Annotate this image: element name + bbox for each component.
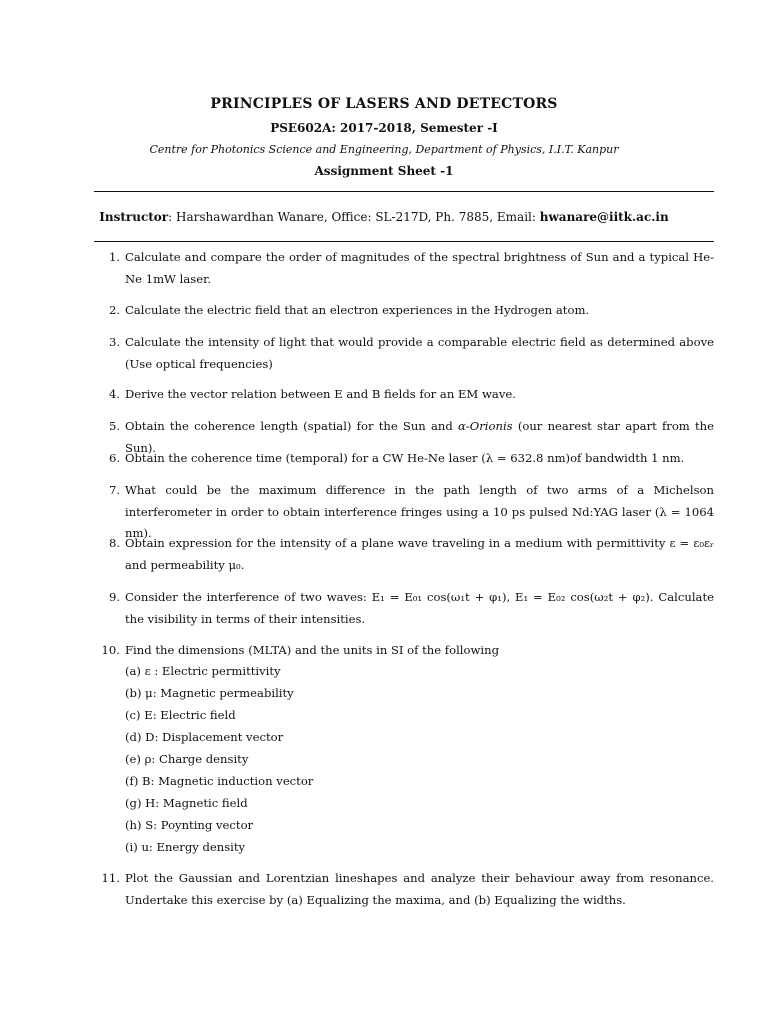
bottom-divider <box>94 241 714 242</box>
subitem-energy-density: (i) u: Energy density <box>125 840 246 854</box>
question-number: 2. <box>108 303 120 317</box>
subitem-magnetic-field: (g) H: Magnetic field <box>125 796 248 810</box>
question-text: Find the dimensions (MLTA) and the units in SI of the following <box>125 643 499 657</box>
subitem-magnetic-induction: (f) B: Magnetic induction vector <box>125 774 314 788</box>
question-text: Derive the vector relation between E and B fields for an EM wave. <box>125 387 516 401</box>
assignment-sheet-label: Assignment Sheet -1 <box>314 164 454 178</box>
question-text-part: (our nearest star apart from the Sun). <box>125 419 714 455</box>
question-number: 8. <box>108 536 120 550</box>
question-text-part: Obtain the coherence length (spatial) for the Sun and <box>125 419 459 433</box>
document-title: PRINCIPLES OF LASERS AND DETECTORS <box>210 96 558 112</box>
question-text: Calculate and compare the order of magnitudes of the spectral brightness of Sun and a typical He-Ne 1mW laser. <box>125 250 714 286</box>
question-number: 4. <box>108 387 120 401</box>
question-number: 3. <box>108 335 120 349</box>
question-number: 5. <box>108 419 120 433</box>
question-text: Obtain the coherence time (temporal) for a CW He-Ne laser (λ = 632.8 nm)of bandwidth 1 nm. <box>125 451 685 465</box>
instructor-email: hwanare@iitk.ac.in <box>539 210 669 224</box>
subitem-displacement: (d) D: Displacement vector <box>125 730 284 744</box>
question-text: Consider the interference of two waves: E₁ = E₀₁ cos(ω₁t + φ₁), E₁ = E₀₂ cos(ω₂t + φ₂). Calculate the visibility in terms of their intensities. <box>125 590 714 626</box>
department-line: Centre for Photonics Science and Engineering, Department of Physics, I.I.T. Kanpur <box>149 143 619 156</box>
question-number: 11. <box>101 871 120 885</box>
question-number: 7. <box>108 483 120 497</box>
question-text: Obtain expression for the intensity of a plane wave traveling in a medium with permittivity ε = ε₀εᵣ and permeability μ₀. <box>125 536 714 572</box>
instructor-line <box>0 210 768 224</box>
subitem-poynting: (h) S: Poynting vector <box>125 818 254 832</box>
subitem-permeability: (b) μ: Magnetic permeability <box>125 686 294 700</box>
question-number: 6. <box>108 451 120 465</box>
question-text: Calculate the intensity of light that would provide a comparable electric field as determined above (Use optical frequencies) <box>125 335 714 371</box>
question-number: 10. <box>101 643 120 657</box>
course-code: PSE602A: 2017-2018, Semester -I <box>270 121 498 135</box>
top-divider <box>94 191 714 192</box>
question-number: 9. <box>108 590 120 604</box>
question-number: 1. <box>108 250 120 264</box>
question-text: Calculate the electric field that an electron experiences in the Hydrogen atom. <box>125 303 590 317</box>
subitem-electric-field: (c) E: Electric field <box>125 708 236 722</box>
subitem-charge-density: (e) ρ: Charge density <box>125 752 249 766</box>
star-name: α-Orionis <box>458 419 513 433</box>
instructor-details: : Harshawardhan Wanare, Office: SL-217D, Ph. 7885, Email: <box>168 210 540 224</box>
question-text: What could be the maximum difference in the path length of two arms of a Michelson interferometer in order to obtain interference fringes using a 10 ps pulsed Nd:YAG laser (λ = 1064 nm). <box>125 483 714 540</box>
subitem-permittivity: (a) ε : Electric permittivity <box>125 664 281 678</box>
instructor-label: Instructor <box>99 210 169 224</box>
question-text: Plot the Gaussian and Lorentzian lineshapes and analyze their behaviour away from resonance. Undertake this exercise by (a) Equalizing the maxima, and (b) Equalizing the widths. <box>125 871 714 907</box>
